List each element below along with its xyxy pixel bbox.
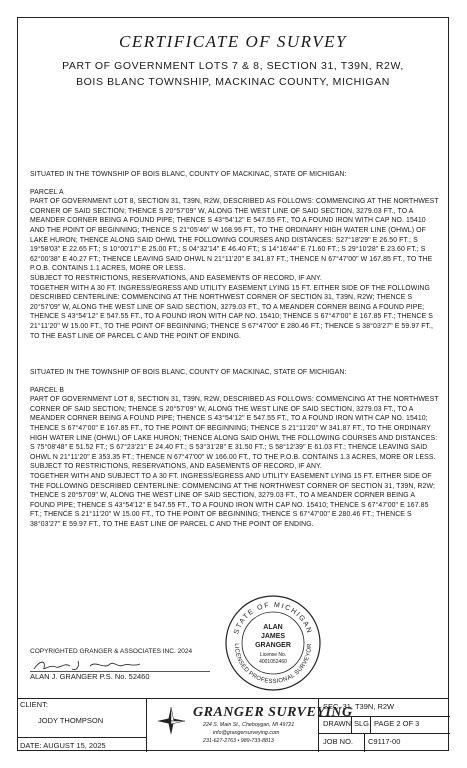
parcel-b-heading: PARCEL B: [30, 386, 65, 394]
company-email: info@grangersurveying.com: [213, 730, 280, 736]
client-name: JODY THOMPSON: [38, 716, 104, 725]
surveyor-seal: [223, 593, 323, 693]
surveyor-name-license: ALAN J. GRANGER P.S. No. 52460: [30, 672, 150, 681]
seal-top-arc: STATE OF MICHIGAN: [233, 601, 313, 636]
parcel-a-section: [30, 170, 440, 341]
title-block: [18, 698, 448, 752]
seal-bottom-arc: LICENSED PROFESSIONAL SURVEYOR: [232, 643, 314, 686]
seal-name-2: JAMES: [260, 633, 286, 640]
parcel-b-description: PART OF GOVERNMENT LOT 8, SECTION 31, T39N, R2W, DESCRIBED AS FOLLOWS: COMMENCING AT THE NORTHWEST CORNER OF SAID SECTION; THENCE S 20°57'09" W, ALONG THE WEST LINE OF SAID SECTION, 3279.03 FT., TO A MEANDER CORNER BEING A FOUND PIPE; THENCE S 43°54'12" E 547.55 FT., TO A FOUND IRON WITH CAP NO. 15410; THENCE S 67°47'00" E 167.85 FT., TO THE POINT OF BEGINNING; THENCE S 21°11'20" W 341.87 FT., TO THE ORDINARY HIGH WATER LINE (OHWL) OF LAKE HURON; THENCE ALONG SAID OHWL THE FOLLOWING COURSES AND DISTANCES: S 75°08'48" E 51.52 FT.; S 67°23'21" E 24.40 FT.; S 53°31'28" E 31.50 FT.; S 58°12'39" E 61.03 FT.; THENCE LEAVING SAID OHWL N 21°11'20" E 353.35 FT.; THENCE N 67°47'00" W 166.00 FT., TO THE P.O.B. CONTAINS 1.3 ACRES, MORE OR LESS.: [30, 396, 439, 461]
client-label: CLIENT:: [20, 700, 48, 709]
job-number: C9117-00: [368, 737, 401, 746]
parcel-a-easement: TOGETHER WITH A 30 FT. INGRESS/EGRESS AND UTILITY EASEMENT LYING 15 FT. EITHER SIDE OF THE FOLLOWING DESCRIBED CENTERLINE: COMMENCING AT THE NORTHWEST CORNER OF SECTION 31, T39N, R2W; THENCE S 20°57'09" W, ALONG THE WEST LINE OF SAID SECTION, 3279.03 FT., TO A MEANDER CORNER BEING A FOUND PIPE; THENCE S 43°54'12" E 547.55 FT., TO A FOUND IRON WITH CAP NO. 15410; THENCE S 67°47'00" E 167.85 FT.; THENCE S 21°11'20" W 15.00 FT., TO THE POINT OF BEGINNING; THENCE S 67°47'00" E 280.46 FT.; THENCE S 38°03'27" E 59.97 FT., TO THE EAST LINE OF PARCEL C AND THE POINT OF ENDING.: [30, 284, 434, 340]
company-logo-name: GRANGER SURVEYING: [193, 705, 353, 720]
page-number: PAGE 2 OF 3: [374, 719, 420, 728]
survey-date: DATE: AUGUST 15, 2025: [20, 741, 106, 750]
section-ref: SEC. 31, T39N, R2W: [323, 702, 395, 711]
document-title: CERTIFICATE OF SURVEY: [119, 32, 347, 51]
parcel-b-situated: SITUATED IN THE TOWNSHIP OF BOIS BLANC, COUNTY OF MACKINAC, STATE OF MICHIGAN:: [30, 369, 347, 376]
parcel-b-section: [30, 368, 440, 530]
copyright-notice: COPYRIGHTED GRANGER & ASSOCIATES INC. 2024: [30, 648, 193, 655]
subtitle-line-2: BOIS BLANC TOWNSHIP, MACKINAC COUNTY, MICHIGAN: [76, 76, 390, 88]
survey-sheet: [17, 17, 449, 751]
parcel-a-situated: SITUATED IN THE TOWNSHIP OF BOIS BLANC, COUNTY OF MACKINAC, STATE OF MICHIGAN:: [30, 171, 347, 178]
signature: [30, 658, 210, 672]
drawn-label: DRAWN: [323, 719, 352, 728]
parcel-a-heading: PARCEL A: [30, 188, 64, 196]
parcel-a-description: PART OF GOVERNMENT LOT 8, SECTION 31, T39N, R2W, DESCRIBED AS FOLLOWS: COMMENCING AT THE NORTHWEST CORNER OF SAID SECTION; THENCE S 20°57'09" W, ALONG THE WEST LINE OF SAID SECTION, 3279.03 FT., TO A MEANDER CORNER BEING A FOUND PIPE; THENCE S 43°54'12" E 547.55 FT., TO A FOUND IRON WITH CAP NO. 15410 AND THE POINT OF BEGINNING; THENCE S 21°05'46" W 168.95 FT., TO THE ORDINARY HIGH WATER LINE (OHWL) OF LAKE HURON; THENCE ALONG SAID OHWL THE FOLLOWING COURSES AND DISTANCES: S27°18'29" E 26.50 FT.; S 19°58'03" E 22.65 FT.; S 10°00'17" E 25.00 FT.; S 04°32'14" E 46.40 FT.; S 14°16'44" E 71.60 FT.; S 29°10'28" E 23.60 FT.; S 62°00'38" E 40.27 FT.; THENCE LEAVING SAID OHWL N 21°11'20" E 341.87 FT.; THENCE N 67°47'00" W 167.85 FT., TO THE P.O.B. CONTAINS 1.1 ACRES, MORE OR LESS.: [30, 198, 439, 273]
parcel-b-easement: TOGETHER WITH AND SUBJECT TO A 30 FT. INGRESS/EGRESS AND UTILITY EASEMENT LYING 15 FT. EITHER SIDE OF THE FOLLOWING DESCRIBED CENTERLINE: COMMENCING AT THE NORTHWEST CORNER OF SECTION 31, T39N, R2W; THENCE S 20°57'09" W, ALONG THE WEST LINE OF SAID SECTION, 3279.03 FT., TO A MEANDER CORNER BEING A FOUND PIPE; THENCE S 43°54'12" E 547.55 FT., TO A FOUND IRON WITH CAP NO. 15410; THENCE S 67°47'00" E 167.85 FT.; THENCE S 21°11'20" W 15.00 FT., TO THE POINT OF BEGINNING; THENCE S 67°47'00" E 280.46 FT.; THENCE S 38°03'27" E 59.97 FT., TO THE EAST LINE OF PARCEL C AND THE POINT OF ENDING.: [30, 472, 435, 528]
drawn-by: SLG: [354, 719, 370, 728]
north-arrow-icon: [156, 706, 186, 736]
parcel-b-restrictions: SUBJECT TO RESTRICTIONS, RESERVATIONS, AND EASEMENTS OF RECORD, IF ANY.: [30, 463, 322, 471]
seal-name-1: ALAN: [263, 624, 283, 631]
company-address: 224 S. Main St., Cheboygan, MI 49721: [203, 722, 295, 728]
seal-license-no: 4001052460: [259, 659, 287, 665]
subtitle-line-1: PART OF GOVERNMENT LOTS 7 & 8, SECTION 31, T39N, R2W,: [62, 60, 404, 72]
seal-license-label: License No.: [259, 652, 287, 658]
seal-name-3: GRANGER: [255, 642, 291, 649]
parcel-a-restrictions: SUBJECT TO RESTRICTIONS, RESERVATIONS, AND EASEMENTS OF RECORD, IF ANY.: [30, 274, 322, 282]
job-label: JOB NO.: [323, 737, 354, 746]
company-phones: 231-627-2763 • 989-733-8813: [203, 738, 274, 744]
